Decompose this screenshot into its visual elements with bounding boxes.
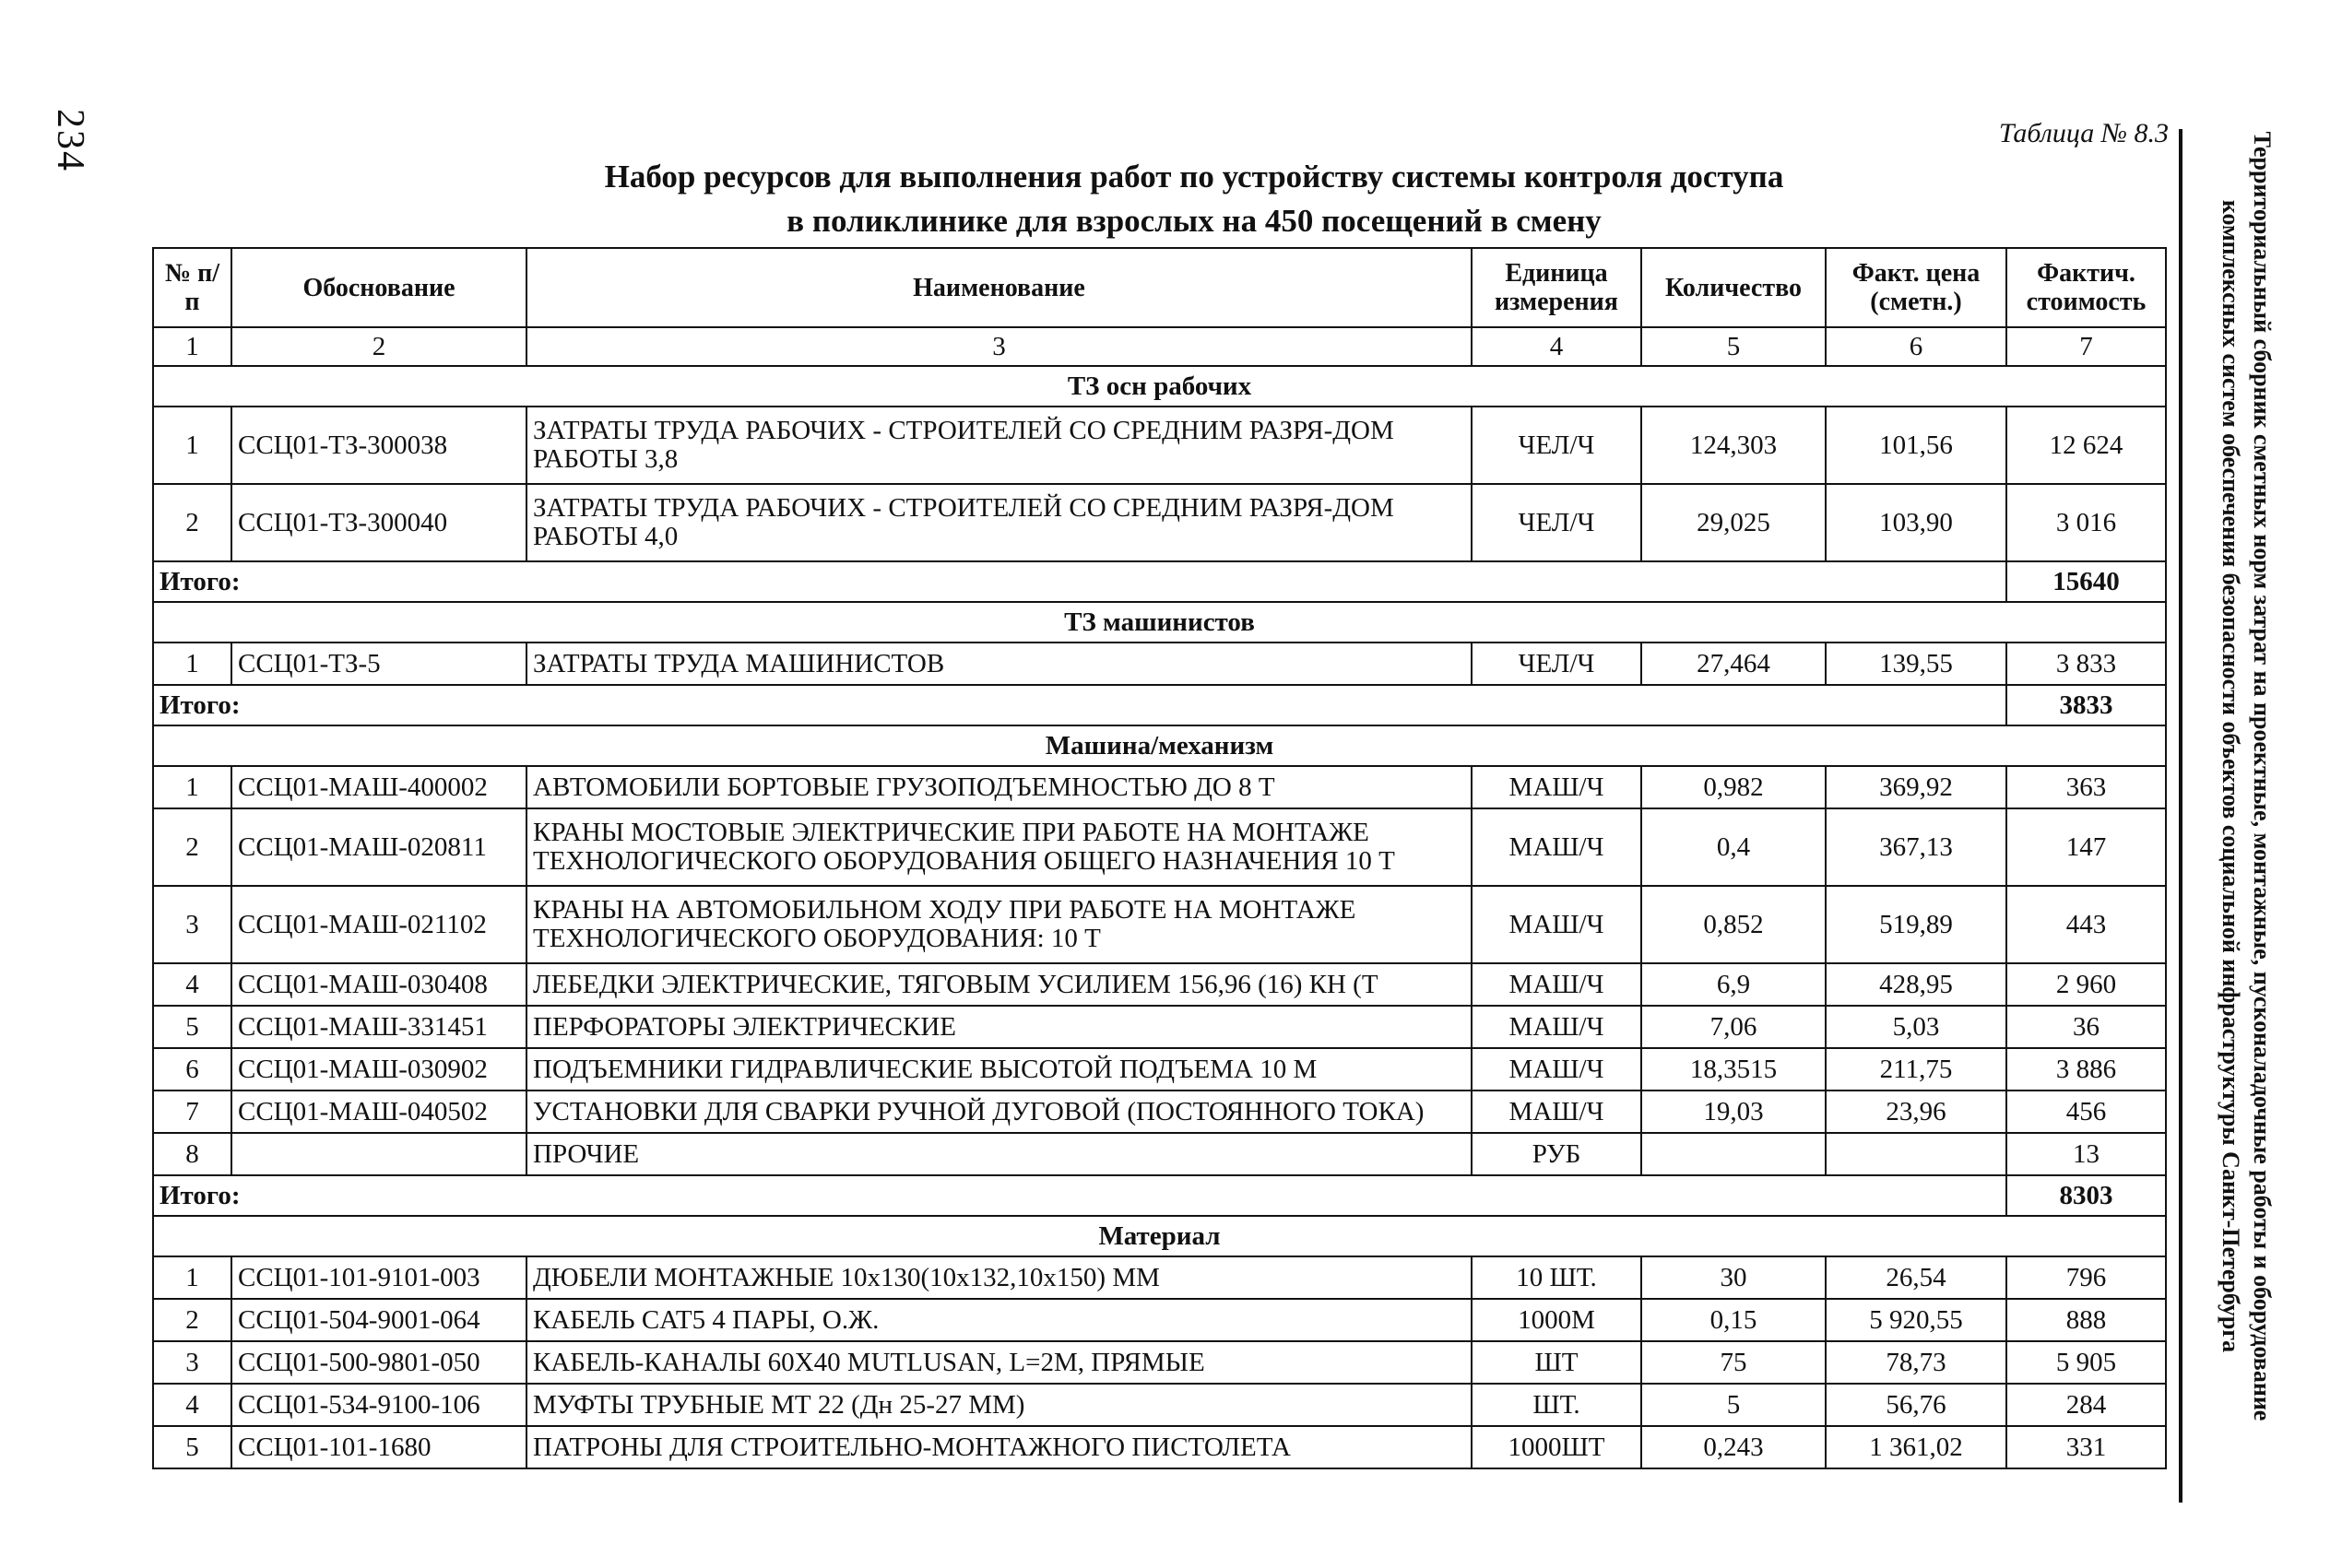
- row-number: 8: [153, 1133, 231, 1175]
- row-quantity: 18,3515: [1641, 1048, 1826, 1091]
- row-price: 1 361,02: [1826, 1426, 2006, 1468]
- table-body: [153, 248, 2166, 1468]
- table-row: [153, 766, 2166, 808]
- total-label: Итого:: [153, 561, 2006, 602]
- row-item-name: ЗАТРАТЫ ТРУДА РАБОЧИХ - СТРОИТЕЛЕЙ СО СРЕДНИМ РАЗРЯ-ДОМ РАБОТЫ 3,8: [526, 407, 1472, 484]
- row-price: 369,92: [1826, 766, 2006, 808]
- row-price: 211,75: [1826, 1048, 2006, 1091]
- row-cost: 331: [2006, 1426, 2166, 1468]
- row-number: 6: [153, 1048, 231, 1091]
- row-unit: ШТ: [1472, 1341, 1641, 1384]
- row-basis-code: ССЦ01-МАШ-040502: [231, 1091, 526, 1133]
- row-cost: 3 886: [2006, 1048, 2166, 1091]
- row-unit: ЧЕЛ/Ч: [1472, 643, 1641, 685]
- row-number: 5: [153, 1426, 231, 1468]
- row-price: 139,55: [1826, 643, 2006, 685]
- row-basis-code: ССЦ01-101-1680: [231, 1426, 526, 1468]
- row-item-name: ПЕРФОРАТОРЫ ЭЛЕКТРИЧЕСКИЕ: [526, 1006, 1472, 1048]
- table-row: [153, 1256, 2166, 1299]
- row-number: 1: [153, 766, 231, 808]
- total-label: Итого:: [153, 685, 2006, 725]
- total-row: [153, 561, 2166, 602]
- row-quantity: 5: [1641, 1384, 1826, 1426]
- row-basis-code: ССЦ01-ТЗ-300038: [231, 407, 526, 484]
- table-row: [153, 963, 2166, 1006]
- table-row: [153, 1091, 2166, 1133]
- section-header-row: [153, 1216, 2166, 1256]
- row-quantity: 0,982: [1641, 766, 1826, 808]
- table-row: [153, 1384, 2166, 1426]
- title-line-1: Набор ресурсов для выполнения работ по устройству системы контроля доступа: [604, 159, 1784, 195]
- section-header-row: [153, 725, 2166, 766]
- column-number: 5: [1641, 327, 1826, 366]
- row-basis-code: ССЦ01-ТЗ-300040: [231, 484, 526, 561]
- total-value: 3833: [2006, 685, 2166, 725]
- header-basis: Обоснование: [231, 248, 526, 327]
- row-basis-code: ССЦ01-МАШ-030408: [231, 963, 526, 1006]
- row-basis-code: [231, 1133, 526, 1175]
- row-cost: 5 905: [2006, 1341, 2166, 1384]
- row-unit: ЧЕЛ/Ч: [1472, 407, 1641, 484]
- row-number: 4: [153, 1384, 231, 1426]
- row-quantity: 0,15: [1641, 1299, 1826, 1341]
- row-unit: ЧЕЛ/Ч: [1472, 484, 1641, 561]
- row-quantity: 0,852: [1641, 886, 1826, 963]
- side-text-line-2: комплексных систем обеспечения безопасности объектов социальной инфраструктуры Санкт-Петербурга: [2218, 199, 2244, 1353]
- row-unit: МАШ/Ч: [1472, 1048, 1641, 1091]
- column-number: 6: [1826, 327, 2006, 366]
- row-price: 23,96: [1826, 1091, 2006, 1133]
- column-number: 7: [2006, 327, 2166, 366]
- row-item-name: КРАНЫ МОСТОВЫЕ ЭЛЕКТРИЧЕСКИЕ ПРИ РАБОТЕ НА МОНТАЖЕ ТЕХНОЛОГИЧЕСКОГО ОБОРУДОВАНИЯ ОБЩЕГО НАЗНАЧЕНИЯ 10 Т: [526, 808, 1472, 886]
- row-number: 2: [153, 484, 231, 561]
- table-row: [153, 1133, 2166, 1175]
- column-number: 2: [231, 327, 526, 366]
- row-quantity: 75: [1641, 1341, 1826, 1384]
- side-divider: [2179, 129, 2182, 1503]
- row-cost: 3 833: [2006, 643, 2166, 685]
- total-value: 8303: [2006, 1175, 2166, 1216]
- row-cost: 888: [2006, 1299, 2166, 1341]
- row-number: 1: [153, 407, 231, 484]
- row-unit: МАШ/Ч: [1472, 1091, 1641, 1133]
- row-item-name: ПРОЧИЕ: [526, 1133, 1472, 1175]
- row-unit: МАШ/Ч: [1472, 808, 1641, 886]
- total-value: 15640: [2006, 561, 2166, 602]
- header-price: Факт. цена (сметн.): [1826, 248, 2006, 327]
- row-cost: 796: [2006, 1256, 2166, 1299]
- row-price: 56,76: [1826, 1384, 2006, 1426]
- column-number: 1: [153, 327, 231, 366]
- row-item-name: ДЮБЕЛИ МОНТАЖНЫЕ 10х130(10х132,10х150) ММ: [526, 1256, 1472, 1299]
- table-row: [153, 886, 2166, 963]
- table-row: [153, 1006, 2166, 1048]
- column-number-row: [153, 327, 2166, 366]
- row-item-name: ЗАТРАТЫ ТРУДА МАШИНИСТОВ: [526, 643, 1472, 685]
- row-item-name: КРАНЫ НА АВТОМОБИЛЬНОМ ХОДУ ПРИ РАБОТЕ НА МОНТАЖЕ ТЕХНОЛОГИЧЕСКОГО ОБОРУДОВАНИЯ: 10 Т: [526, 886, 1472, 963]
- row-unit: 10 ШТ.: [1472, 1256, 1641, 1299]
- row-basis-code: ССЦ01-МАШ-021102: [231, 886, 526, 963]
- table-row: [153, 1299, 2166, 1341]
- header-row: [153, 248, 2166, 327]
- section-header-row: [153, 602, 2166, 643]
- row-basis-code: ССЦ01-ТЗ-5: [231, 643, 526, 685]
- row-basis-code: ССЦ01-МАШ-030902: [231, 1048, 526, 1091]
- row-basis-code: ССЦ01-МАШ-331451: [231, 1006, 526, 1048]
- row-item-name: МУФТЫ ТРУБНЫЕ МТ 22 (Дн 25-27 ММ): [526, 1384, 1472, 1426]
- total-label: Итого:: [153, 1175, 2006, 1216]
- row-price: 26,54: [1826, 1256, 2006, 1299]
- row-price: 101,56: [1826, 407, 2006, 484]
- page-number: 234: [49, 109, 91, 172]
- row-quantity: 7,06: [1641, 1006, 1826, 1048]
- table-row: [153, 808, 2166, 886]
- row-unit: 1000ШТ: [1472, 1426, 1641, 1468]
- total-row: [153, 685, 2166, 725]
- row-cost: 36: [2006, 1006, 2166, 1048]
- row-item-name: ЗАТРАТЫ ТРУДА РАБОЧИХ - СТРОИТЕЛЕЙ СО СРЕДНИМ РАЗРЯ-ДОМ РАБОТЫ 4,0: [526, 484, 1472, 561]
- section-title: Материал: [153, 1216, 2166, 1256]
- section-title: ТЗ осн рабочих: [153, 366, 2166, 407]
- table-row: [153, 484, 2166, 561]
- row-price: 519,89: [1826, 886, 2006, 963]
- header-num: № п/п: [153, 248, 231, 327]
- row-number: 5: [153, 1006, 231, 1048]
- row-price: 78,73: [1826, 1341, 2006, 1384]
- row-unit: МАШ/Ч: [1472, 886, 1641, 963]
- table-row: [153, 1426, 2166, 1468]
- table-row: [153, 1048, 2166, 1091]
- row-number: 4: [153, 963, 231, 1006]
- title-line-2: в поликлинике для взрослых на 450 посещений в смену: [787, 203, 1602, 239]
- row-cost: 456: [2006, 1091, 2166, 1133]
- row-number: 1: [153, 643, 231, 685]
- row-quantity: 27,464: [1641, 643, 1826, 685]
- table-row: [153, 643, 2166, 685]
- row-item-name: КАБЕЛЬ-КАНАЛЫ 60Х40 MUTLUSAN, L=2М, ПРЯМЫЕ: [526, 1341, 1472, 1384]
- row-item-name: АВТОМОБИЛИ БОРТОВЫЕ ГРУЗОПОДЪЕМНОСТЬЮ ДО 8 Т: [526, 766, 1472, 808]
- row-number: 7: [153, 1091, 231, 1133]
- section-title: ТЗ машинистов: [153, 602, 2166, 643]
- row-cost: 13: [2006, 1133, 2166, 1175]
- row-price: 103,90: [1826, 484, 2006, 561]
- row-unit: РУБ: [1472, 1133, 1641, 1175]
- row-price: 367,13: [1826, 808, 2006, 886]
- section-header-row: [153, 366, 2166, 407]
- row-cost: 443: [2006, 886, 2166, 963]
- table-label: Таблица № 8.3: [1998, 118, 2169, 148]
- row-price: [1826, 1133, 2006, 1175]
- row-price: 5,03: [1826, 1006, 2006, 1048]
- row-quantity: 124,303: [1641, 407, 1826, 484]
- row-quantity: 29,025: [1641, 484, 1826, 561]
- row-number: 3: [153, 886, 231, 963]
- row-item-name: ПАТРОНЫ ДЛЯ СТРОИТЕЛЬНО-МОНТАЖНОГО ПИСТОЛЕТА: [526, 1426, 1472, 1468]
- row-number: 2: [153, 808, 231, 886]
- row-unit: МАШ/Ч: [1472, 963, 1641, 1006]
- row-quantity: [1641, 1133, 1826, 1175]
- row-number: 2: [153, 1299, 231, 1341]
- row-basis-code: ССЦ01-534-9100-106: [231, 1384, 526, 1426]
- row-basis-code: ССЦ01-МАШ-020811: [231, 808, 526, 886]
- row-quantity: 0,4: [1641, 808, 1826, 886]
- row-unit: МАШ/Ч: [1472, 766, 1641, 808]
- row-basis-code: ССЦ01-101-9101-003: [231, 1256, 526, 1299]
- row-item-name: УСТАНОВКИ ДЛЯ СВАРКИ РУЧНОЙ ДУГОВОЙ (ПОСТОЯННОГО ТОКА): [526, 1091, 1472, 1133]
- side-running-title: [2215, 131, 2277, 1421]
- row-quantity: 6,9: [1641, 963, 1826, 1006]
- row-unit: ШТ.: [1472, 1384, 1641, 1426]
- row-number: 1: [153, 1256, 231, 1299]
- resources-table: [152, 247, 2167, 1469]
- header-cost: Фактич. стоимость: [2006, 248, 2166, 327]
- row-quantity: 0,243: [1641, 1426, 1826, 1468]
- side-text-line-1: Территориальный сборник сметных норм затрат на проектные, монтажные, пусконаладочные работы и оборудование: [2249, 131, 2276, 1421]
- total-row: [153, 1175, 2166, 1216]
- row-basis-code: ССЦ01-500-9801-050: [231, 1341, 526, 1384]
- row-price: 5 920,55: [1826, 1299, 2006, 1341]
- page-title: [498, 155, 1890, 243]
- header-unit: Единица измерения: [1472, 248, 1641, 327]
- column-number: 3: [526, 327, 1472, 366]
- row-price: 428,95: [1826, 963, 2006, 1006]
- row-cost: 284: [2006, 1384, 2166, 1426]
- row-basis-code: ССЦ01-504-9001-064: [231, 1299, 526, 1341]
- row-cost: 2 960: [2006, 963, 2166, 1006]
- row-unit: МАШ/Ч: [1472, 1006, 1641, 1048]
- row-item-name: КАБЕЛЬ CAT5 4 ПАРЫ, О.Ж.: [526, 1299, 1472, 1341]
- row-quantity: 30: [1641, 1256, 1826, 1299]
- table-row: [153, 1341, 2166, 1384]
- table-row: [153, 407, 2166, 484]
- row-cost: 363: [2006, 766, 2166, 808]
- row-cost: 12 624: [2006, 407, 2166, 484]
- row-basis-code: ССЦ01-МАШ-400002: [231, 766, 526, 808]
- row-item-name: ЛЕБЕДКИ ЭЛЕКТРИЧЕСКИЕ, ТЯГОВЫМ УСИЛИЕМ 156,96 (16) КН (Т: [526, 963, 1472, 1006]
- header-name: Наименование: [526, 248, 1472, 327]
- row-cost: 147: [2006, 808, 2166, 886]
- row-unit: 1000М: [1472, 1299, 1641, 1341]
- column-number: 4: [1472, 327, 1641, 366]
- row-item-name: ПОДЪЕМНИКИ ГИДРАВЛИЧЕСКИЕ ВЫСОТОЙ ПОДЪЕМА 10 М: [526, 1048, 1472, 1091]
- row-quantity: 19,03: [1641, 1091, 1826, 1133]
- section-title: Машина/механизм: [153, 725, 2166, 766]
- row-number: 3: [153, 1341, 231, 1384]
- header-qty: Количество: [1641, 248, 1826, 327]
- row-cost: 3 016: [2006, 484, 2166, 561]
